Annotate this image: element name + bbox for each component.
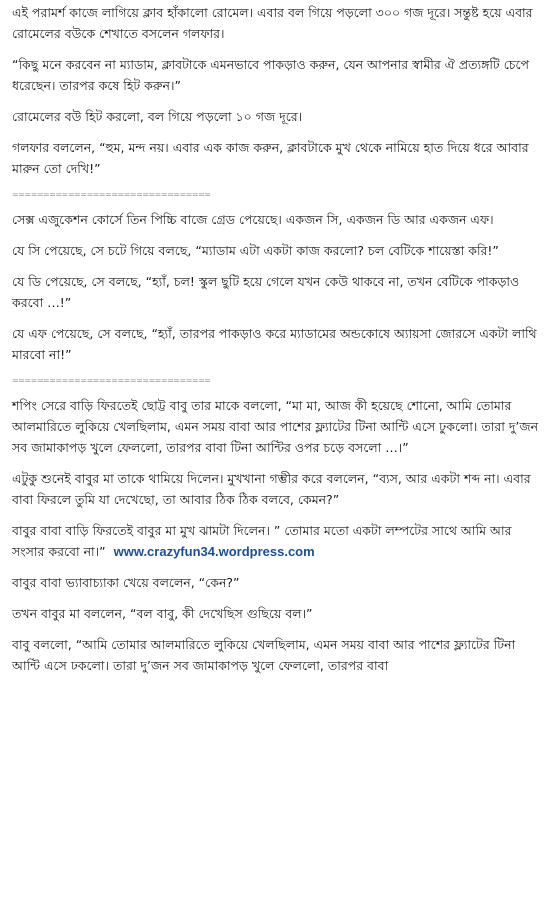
paragraph-class-3: যে ডি পেয়েছে, সে বলছে, “হ্যাঁ, চল! স্কুল ছুটি হয়ে গেলে যখন কেউ থাকবে না, তখন বেটিকে পাকড়াও করবো …!”	[12, 274, 520, 310]
paragraph-shopping-1: শপিং সেরে বাড়ি ফিরতেই ছোট্ট বাবু তার মাকে বললো, “মা মা, আজ কী হয়েছে শোনো, আমি তোমার আলমারিতে লুকিয়ে খেলছিলাম, এমন সময় বাবা আর পাশের ফ্ল্যাটের টিনা আন্টি এসে ঢুকলো। তারা দু’জন সব জামাকাপড় খুলে ফেললো, তারপর বাবা টিনা আন্টির ওপর চড়ে বসলো …।”	[12, 398, 539, 455]
paragraph-shopping-3	[12, 520, 540, 562]
paragraph-golf-1: এই পরামর্শ কাজে লাগিয়ে ক্লাব হাঁকালো রোমেল। এবার বল গিয়ে পড়লো ৩০০ গজ দূরে। সন্তুষ্ট হয়ে এবার রোমেলের বউকে শেখাতে বসলেন গলফার।	[12, 5, 533, 41]
paragraph-class-2: যে সি পেয়েছে, সে চটে গিয়ে বলছে, “ম্যাডাম এটা একটা কাজ করলো? চল বেটিকে শায়েস্তা করি!”	[12, 243, 499, 258]
paragraph-shopping-6: বাবু বললো, “আমি তোমার আলমারিতে লুকিয়ে খেলছিলাম, এমন সময় বাবা আর পাশের ফ্ল্যাটের টিনা আন্টি এসে ঢকলো। তারা দু’জন সব জামাকাপড় খুলে ফেললো, তারপর বাবা	[12, 637, 516, 673]
paragraph-shopping-5: তখন বাবুর মা বললেন, “বল বাবু, কী দেখেছিস গুছিয়ে বল।”	[12, 606, 313, 621]
site-link[interactable]: www.crazyfun34.wordpress.com	[113, 544, 315, 559]
paragraph-golf-2: “কিছু মনে করবেন না ম্যাডাম, ক্লাবটাকে এমনভাবে পাকড়াও করুন, যেন আপনার স্বামীর ঐ প্রত্যঙ্গটি চেপে ধরেছেন। তারপর কষে হিট করুন।”	[12, 57, 530, 93]
section-divider: ================================	[12, 376, 211, 385]
paragraph-shopping-3-text: বাবুর বাবা বাড়ি ফিরতেই বাবুর মা মুখ ঝামটা দিলেন। ” তোমার মতো একটা লম্পটের সাথে আমি আর সংসার করবো না।”	[12, 523, 512, 559]
paragraph-golf-4: গলফার বললেন, “হুম, মন্দ নয়। এবার এক কাজ করুন, ক্লাবটাকে মুখ থেকে নামিয়ে হাত দিয়ে ধরে আবার মারুন তো দেখি!”	[12, 140, 529, 176]
paragraph-class-1: সেক্স এজুকেশন কোর্সে তিন পিচ্চি বাজে গ্রেড পেয়েছে। একজন সি, একজন ডি আর একজন এফ।	[12, 212, 494, 227]
section-divider: ================================	[12, 190, 211, 199]
paragraph-class-4: যে এফ পেয়েছে, সে বলছে, “হ্যাঁ, তারপর পাকড়াও করে ম্যাডামের অন্ডকোষে অ্যায়সা জোরসে একটা লাথি মারবো না!”	[12, 326, 537, 362]
paragraph-golf-3: রোমেলের বউ হিট করলো, বল গিয়ে পড়লো ১০ গজ দূরে।	[12, 109, 303, 124]
paragraph-shopping-4: বাবুর বাবা ভ্যাবাচ্যাকা খেয়ে বললেন, “কেন?”	[12, 575, 240, 590]
paragraph-shopping-2: এটুকু শুনেই বাবুর মা তাকে থামিয়ে দিলেন। মুখখানা গম্ভীর করে বললেন, “ব্যস, আর একটা শব্দ না। এবার বাবা ফিরলে তুমি যা দেখেছো, তা আবার ঠিক ঠিক বলবে, কেমন?”	[12, 471, 531, 507]
